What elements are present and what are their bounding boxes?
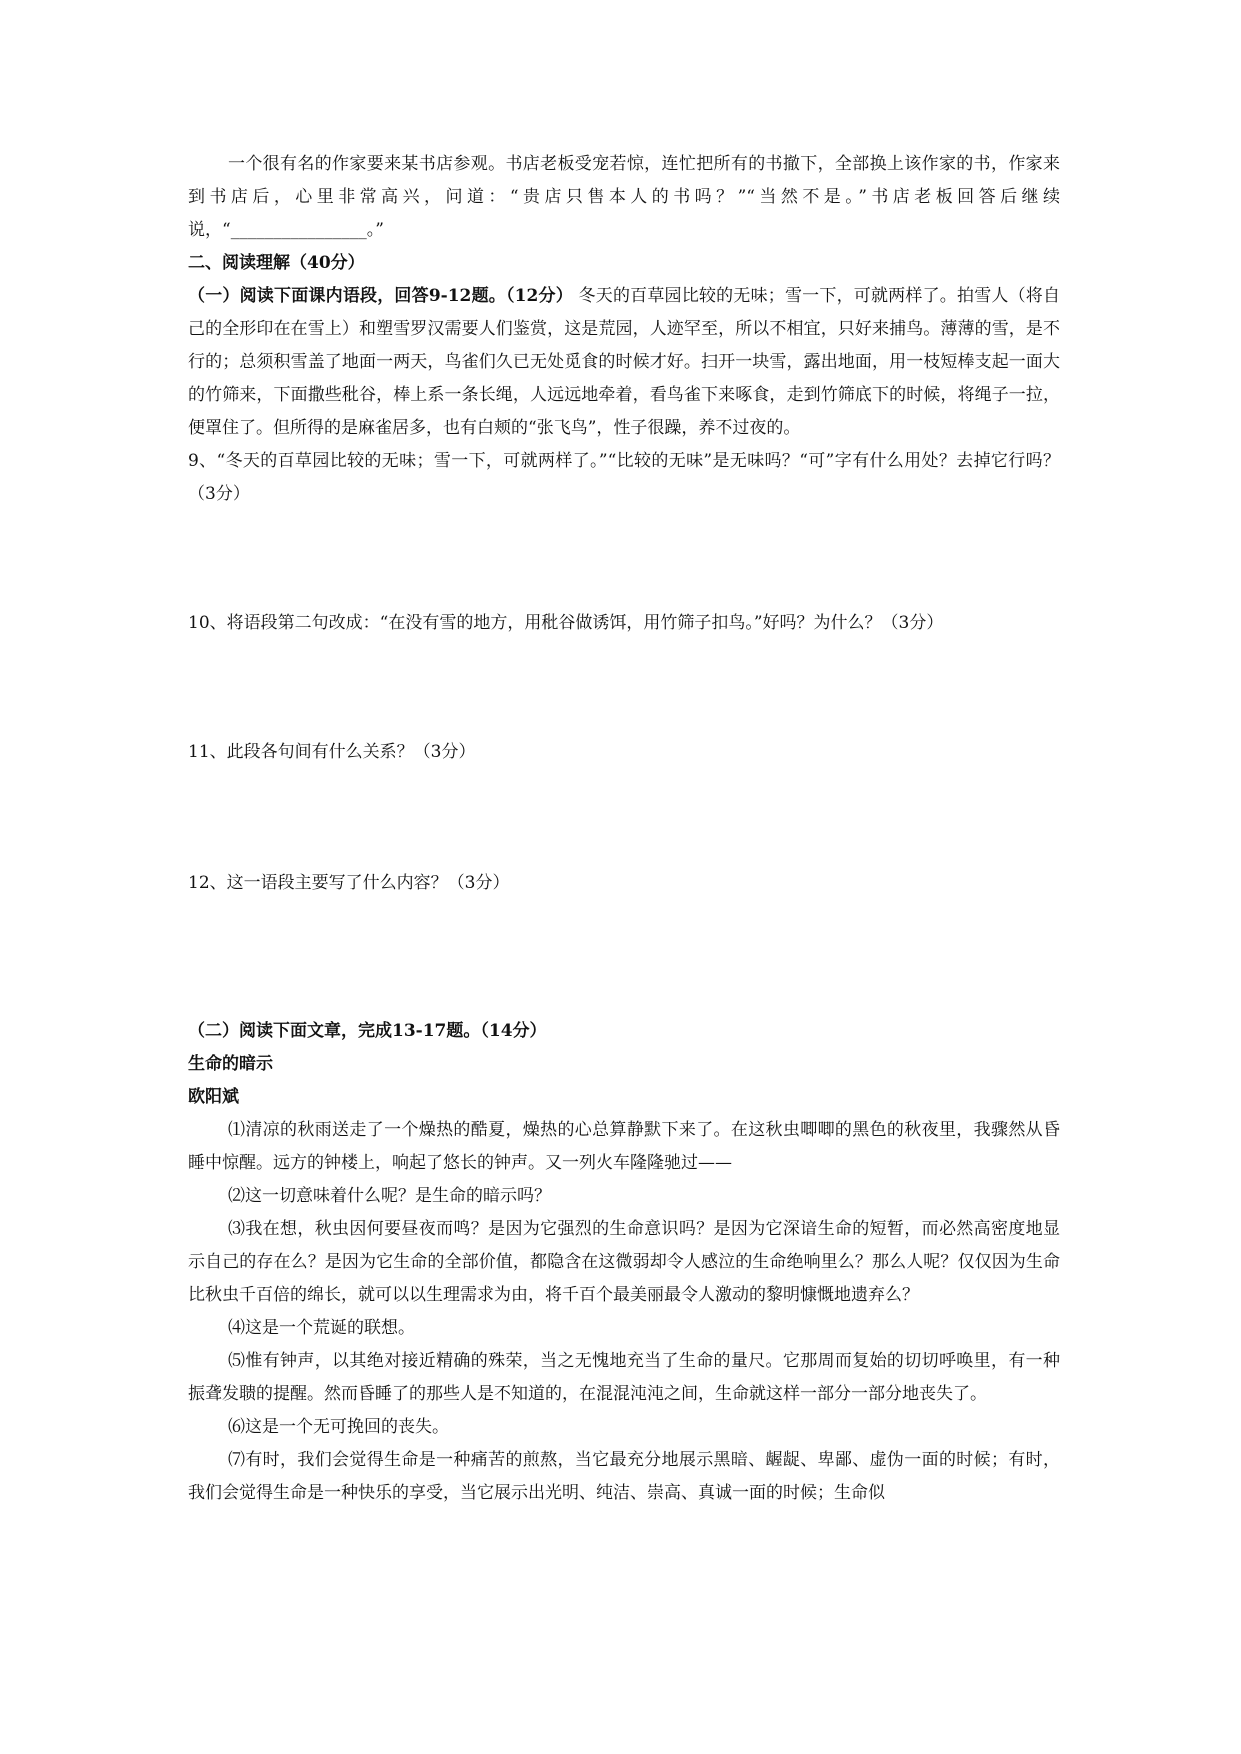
question-11: 11、此段各句间有什么关系？（3分） [188,742,476,762]
answer-space [188,640,1060,736]
article-paragraph-6: ⑹这是一个无可挽回的丧失。 [228,1417,449,1437]
article-title: 生命的暗示 [188,1054,273,1074]
part1-heading: （一）阅读下面课内语段，回答9-12题。（12分） [188,286,573,306]
part1-block [188,280,1060,445]
answer-space [188,900,1060,1015]
article-author: 欧阳斌 [188,1087,239,1107]
document-page [188,148,1060,1510]
part1-passage: 冬天的百草园比较的无味；雪一下，可就两样了。拍雪人（将自己的全形印在在雪上）和塑雪罗汉需要人们鉴赏，这是荒园，人迹罕至，所以不相宜，只好来捕鸟。薄薄的雪，是不行的；总须积雪盖了地面一两天，鸟雀们久已无处觅食的时候才好。扫开一块雪，露出地面，用一枝短棒支起一面大的竹筛来，下面撒些秕谷，棒上系一条长绳，人远远地牵着，看鸟雀下来啄食，走到竹筛底下的时候，将绳子一拉，便罩住了。但所得的是麻雀居多，也有白颊的“张飞鸟”，性子很躁，养不过夜的。 [188,286,1060,438]
intro-paragraph: 一个很有名的作家要来某书店参观。书店老板受宠若惊，连忙把所有的书撤下，全部换上该作家的书，作家来到书店后，心里非常高兴，问道：“贵店只售本人的书吗？”“当然不是。”书店老板回答后继续说，“________________。” [188,154,1060,240]
answer-space [188,511,1060,607]
part2-heading: （二）阅读下面文章，完成13-17题。（14分） [188,1021,547,1041]
answer-space [188,769,1060,867]
article-paragraph-2: ⑵这一切意味着什么呢？是生命的暗示吗？ [228,1186,551,1206]
article-paragraph-5: ⑸惟有钟声，以其绝对接近精确的殊荣，当之无愧地充当了生命的量尺。它那周而复始的切切呼唤里，有一种振聋发聩的提醒。然而昏睡了的那些人是不知道的，在混混沌沌之间，生命就这样一部分一部分地丧失了。 [188,1351,1060,1404]
question-10: 10、将语段第二句改成：“在没有雪的地方，用秕谷做诱饵，用竹筛子扣鸟。”好吗？为什么？（3分） [188,613,944,633]
question-9: 9、“冬天的百草园比较的无味；雪一下，可就两样了。”“比较的无味”是无味吗？“可”字有什么用处？去掉它行吗？（3分） [188,451,1060,504]
article-paragraph-3: ⑶我在想，秋虫因何要昼夜而鸣？是因为它强烈的生命意识吗？是因为它深谙生命的短暂，而必然高密度地显示自己的存在么？是因为它生命的全部价值，都隐含在这微弱却令人感泣的生命绝响里么？那么人呢？仅仅因为生命比秋虫千百倍的绵长，就可以以生理需求为由，将千百个最美丽最令人激动的黎明慷慨地遗弃么？ [188,1219,1060,1305]
article-paragraph-7: ⑺有时，我们会觉得生命是一种痛苦的煎熬，当它最充分地展示黑暗、龌龊、卑鄙、虚伪一面的时候；有时，我们会觉得生命是一种快乐的享受，当它展示出光明、纯洁、崇高、真诚一面的时候；生命似 [188,1450,1060,1503]
section-heading: 二、阅读理解（40分） [188,253,365,273]
article-paragraph-4: ⑷这是一个荒诞的联想。 [228,1318,415,1338]
question-12: 12、这一语段主要写了什么内容？（3分） [188,873,510,893]
article-paragraph-1: ⑴清凉的秋雨送走了一个燥热的酷夏，燥热的心总算静默下来了。在这秋虫唧唧的黑色的秋夜里，我骤然从昏睡中惊醒。远方的钟楼上，响起了悠长的钟声。又一列火车隆隆驰过—— [188,1120,1060,1173]
